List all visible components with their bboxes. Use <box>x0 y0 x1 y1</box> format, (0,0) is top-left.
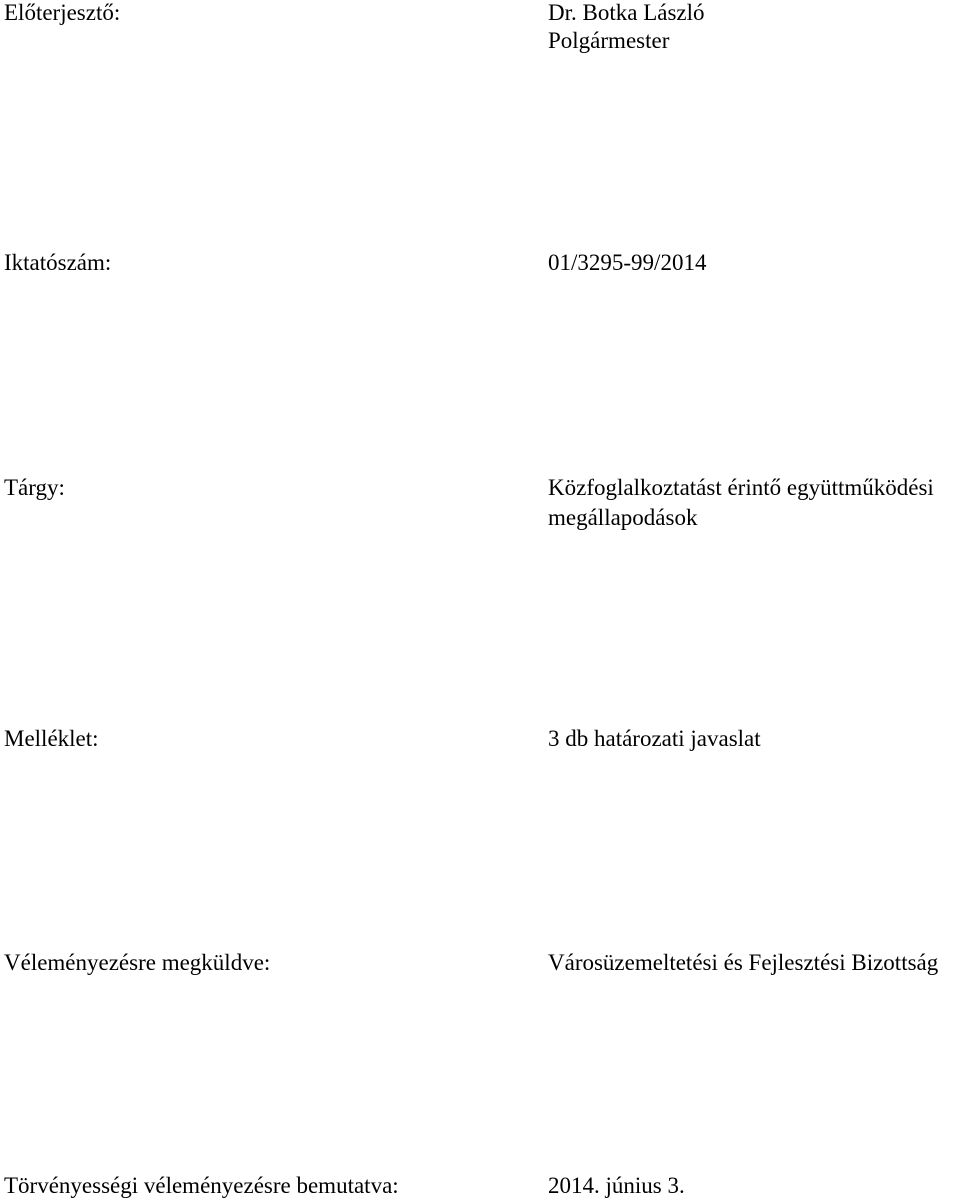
subject-line-2: megállapodások <box>548 505 698 530</box>
presenter-title: Polgármester <box>548 28 670 53</box>
subject-value <box>548 475 934 531</box>
presenter-name: Dr. Botka László <box>548 0 705 25</box>
legality-review-value: 2014. június 3. <box>548 1173 685 1198</box>
subject-line-1: Közfoglalkoztatást érintő együttműködési <box>548 475 934 500</box>
presenter-value <box>548 0 705 54</box>
presenter-label: Előterjesztő: <box>4 0 121 25</box>
sent-for-opinion-value: Városüzemeltetési és Fejlesztési Bizottság <box>548 950 939 975</box>
registry-number-label: Iktatószám: <box>4 250 112 275</box>
attachment-label: Melléklet: <box>4 726 99 751</box>
subject-label: Tárgy: <box>4 475 65 500</box>
registry-number-value: 01/3295-99/2014 <box>548 250 707 275</box>
attachment-value: 3 db határozati javaslat <box>548 726 761 751</box>
legality-review-label: Törvényességi véleményezésre bemutatva: <box>4 1173 399 1198</box>
sent-for-opinion-label: Véleményezésre megküldve: <box>4 950 271 975</box>
